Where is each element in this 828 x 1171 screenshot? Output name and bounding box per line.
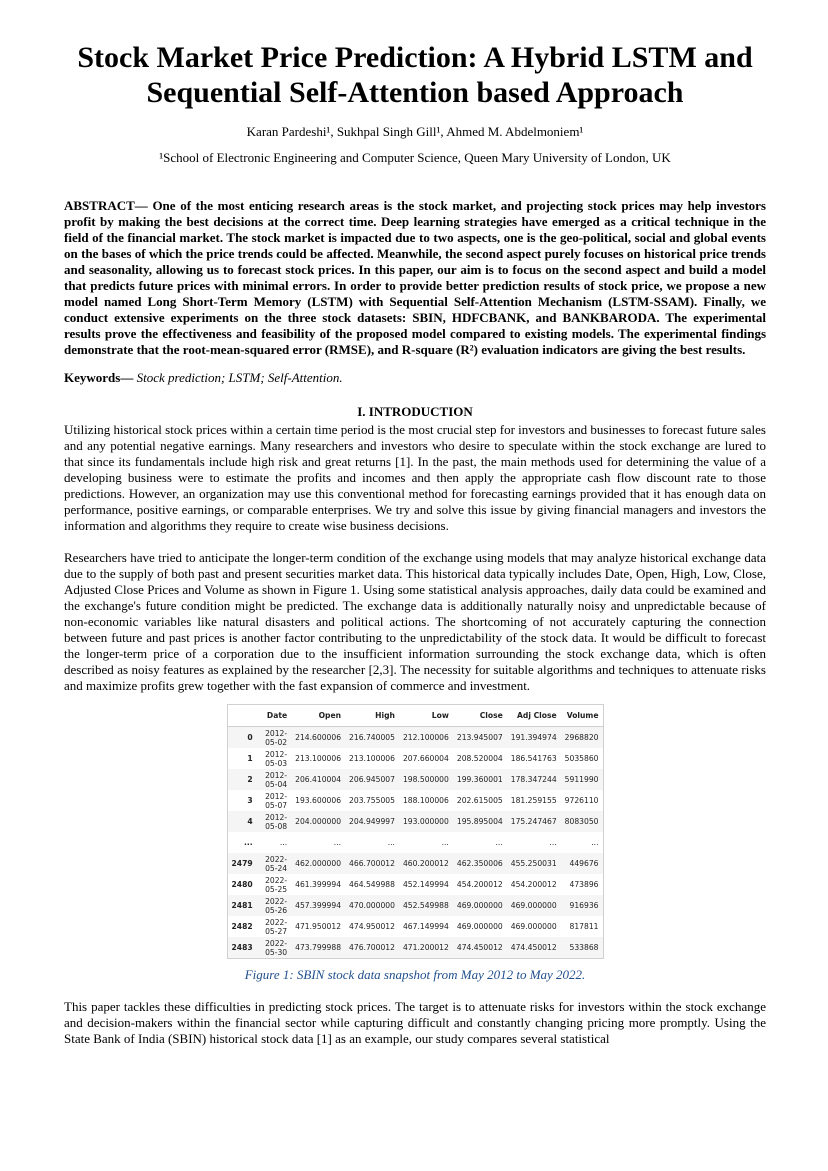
figure-caption: Figure 1: SBIN stock data snapshot from May 2012 to May 2022. xyxy=(244,967,586,982)
table-cell: 8083050 xyxy=(561,811,603,832)
column-header: Date xyxy=(259,705,292,727)
table-cell: 469.000000 xyxy=(453,895,507,916)
row-index: 2 xyxy=(228,769,259,790)
row-index: 4 xyxy=(228,811,259,832)
table-cell: 2012-05-07 xyxy=(265,791,288,810)
table-cell: 2022-05-25 xyxy=(265,875,288,894)
table-cell: 198.500000 xyxy=(399,769,453,790)
table-row xyxy=(228,727,603,749)
table-cell: 5911990 xyxy=(561,769,603,790)
table-row xyxy=(228,916,603,937)
table-cell: 193.000000 xyxy=(399,811,453,832)
row-index: 2481 xyxy=(228,895,259,916)
table-cell: 460.200012 xyxy=(399,853,453,874)
table-cell: 455.250031 xyxy=(507,853,561,874)
table-cell: 469.000000 xyxy=(507,895,561,916)
column-header: Open xyxy=(291,705,345,727)
table-cell: 199.360001 xyxy=(453,769,507,790)
table-cell: 206.410004 xyxy=(291,769,345,790)
table-cell: 178.347244 xyxy=(507,769,561,790)
table-cell: 2022-05-24 xyxy=(259,853,292,874)
table-cell: ... xyxy=(387,838,395,847)
table-cell: 186.541763 xyxy=(510,754,557,763)
paragraph-1: Utilizing historical stock prices within a certain time period is the most crucial step for investors and businesses to forecast future sales and any potential negative earnings. Many researchers and investors who desire to speculate within the stock exchange are lured to that since its fundamentals include high risk and great returns [1]. In the past, the main methods used for determining the value of a developing business were to estimate the profits and incomes and then apply the appropriate cash flow discount rate to those predictions. However, an organization may use this conventional method for forecasting earnings provided that it has enough data on performance, positive earnings, or comparable enterprises. We try and solve this issue by giving financial managers and investors the information and algorithms they require to create wise business decisions. xyxy=(64,422,766,533)
table-cell: 216.740005 xyxy=(345,727,399,749)
abstract: ABSTRACT— One of the most enticing research areas is the stock market, and projecting stock prices may help investors profit by making the best decisions at the correct time. Deep learning strategies have emerged as a critical technique in the field of the financial market. The stock market is impacted due to two aspects, one is the geo-political, social and global events on the bases of which the price trends could be affected. Meanwhile, the second aspect purely focuses on historical price trends and seasonality, allowing us to forecast stock prices. In this paper, our aim is to focus on the second aspect and build a model that predicts future prices with minimal errors. In order to provide better prediction results of stock price, we propose a new model named Long Short-Term Memory (LSTM) with Sequential Self-Attention Mechanism (LSTM-SSAM). Finally, we conduct extensive experiments on the three stock datasets: SBIN, HDFCBANK, and BANKBARODA. The experimental results prove the effectiveness and feasibility of the proposed model compared to existing models. The experimental findings demonstrate that the root-mean-squared error (RMSE), and R-square (R²) evaluation indicators are giving the best results. xyxy=(64,198,766,357)
table-cell: 204.000000 xyxy=(291,811,345,832)
table-cell: 9726110 xyxy=(564,796,599,805)
table-cell: 5035860 xyxy=(564,754,599,763)
table-cell: 213.945007 xyxy=(453,727,507,749)
table-row xyxy=(228,937,603,958)
column-header: Low xyxy=(399,705,453,727)
table-cell: 467.149994 xyxy=(402,922,449,931)
column-header xyxy=(228,705,259,727)
row-index: 2479 xyxy=(228,853,259,874)
figure-1 xyxy=(64,704,766,983)
table-cell: 204.949997 xyxy=(345,811,399,832)
table-cell: 193.600006 xyxy=(295,796,342,805)
keywords-body: Stock prediction; LSTM; Self-Attention. xyxy=(136,370,343,385)
table-row xyxy=(228,895,603,916)
table-cell: 452.149994 xyxy=(402,880,449,889)
table-cell: 533868 xyxy=(561,937,603,958)
paper-page xyxy=(64,40,766,1047)
table-cell: ... xyxy=(549,838,557,847)
table-cell: 470.000000 xyxy=(345,895,399,916)
row-index: 3 xyxy=(247,796,253,805)
table-cell: 2012-05-03 xyxy=(265,749,288,768)
column-header: Volume xyxy=(561,705,603,727)
table-cell: 471.950012 xyxy=(295,922,342,931)
table-cell: 2968820 xyxy=(561,727,603,749)
table-cell: 207.660004 xyxy=(402,754,449,763)
row-index: ... xyxy=(243,838,253,847)
table-cell: 213.100006 xyxy=(349,754,395,763)
table-cell: 474.450012 xyxy=(507,937,561,958)
table-cell: 469.000000 xyxy=(456,922,503,931)
table-row xyxy=(228,853,603,874)
row-index: 2482 xyxy=(231,922,253,931)
paper-title: Stock Market Price Prediction: A Hybrid LSTM and Sequential Self-Attention based Approach xyxy=(77,41,753,109)
table-cell: 471.200012 xyxy=(399,937,453,958)
stock-data-table-image xyxy=(227,704,604,959)
table-cell: 461.399994 xyxy=(295,880,342,889)
table-cell: 452.549988 xyxy=(399,895,453,916)
column-header: Adj Close xyxy=(507,705,561,727)
table-cell: 464.549988 xyxy=(349,880,395,889)
table-row xyxy=(228,811,603,832)
table-cell: 188.100006 xyxy=(402,796,449,805)
table-cell: 466.700012 xyxy=(345,853,399,874)
table-cell: 473.799988 xyxy=(291,937,345,958)
table-cell: 474.950012 xyxy=(349,922,395,931)
row-index: 2483 xyxy=(228,937,259,958)
table-cell: 181.259155 xyxy=(510,796,557,805)
table-cell: 2012-05-02 xyxy=(259,727,292,749)
table-cell: 195.895004 xyxy=(453,811,507,832)
author-list: Karan Pardeshi¹, Sukhpal Singh Gill¹, Ahmed M. Abdelmoniem¹ xyxy=(246,124,584,139)
table-cell: 191.394974 xyxy=(507,727,561,749)
paragraph-3: This paper tackles these difficulties in predicting stock prices. The target is to attenuate risks for investors within the stock exchange and decision-makers within the financial sector while capturing difficult and constantly changing pricing more promptly. Using the State Bank of India (SBIN) historical stock data [1] as an example, our study compares several statistical xyxy=(64,999,766,1046)
table-cell: ... xyxy=(279,838,288,847)
table-cell: 206.945007 xyxy=(345,769,399,790)
table-cell: 213.100006 xyxy=(295,754,342,763)
table-cell: 214.600006 xyxy=(291,727,345,749)
table-cell: 202.615005 xyxy=(456,796,503,805)
table-cell: 208.520004 xyxy=(456,754,503,763)
row-index: 1 xyxy=(247,754,253,763)
table-cell: 462.350006 xyxy=(453,853,507,874)
row-index: 2480 xyxy=(231,880,253,889)
keywords-label: Keywords— xyxy=(64,370,134,385)
table-cell: 454.200012 xyxy=(456,880,503,889)
table-row xyxy=(228,874,603,895)
section-heading-introduction: I. INTRODUCTION xyxy=(357,404,473,419)
table-cell: ... xyxy=(495,838,503,847)
table-cell: 449676 xyxy=(561,853,603,874)
table-cell: 476.700012 xyxy=(345,937,399,958)
keywords xyxy=(64,370,766,386)
table-cell: 457.399994 xyxy=(291,895,345,916)
table-cell: 817811 xyxy=(569,922,599,931)
paragraph-2: Researchers have tried to anticipate the longer-term condition of the exchange using models that may analyze historical exchange data due to the supply of both past and present securities market data. This historical data typically includes Date, Open, High, Low, Close, Adjusted Close Prices and Volume as shown in Figure 1. Using some statistical analysis approaches, daily data could be examined and the exchange's future condition might be predicted. The exchange data is additionally naturally noisy and unpredictable because of non-economic variables like natural disasters and political actions. The shortcoming of not accurately capturing the connection between future and past prices is another factor contributing to the unpredictability of the stock data. It would be difficult to forecast the longer-term price of a corporation due to the insufficient information surrounding the stock exchange data, which is often described as noisy features as explained by the researcher [2,3]. The necessity for suitable algorithms and techniques to attenuate risks and maximize profits grew together with the fast expansion of commerce and investment. xyxy=(64,550,766,693)
table-row xyxy=(228,748,603,769)
table-cell: 2022-05-27 xyxy=(265,917,288,936)
table-cell: 454.200012 xyxy=(510,880,557,889)
table-body xyxy=(228,727,603,959)
table-cell: 474.450012 xyxy=(453,937,507,958)
table-cell: 2012-05-04 xyxy=(259,769,292,790)
table-cell: 175.247467 xyxy=(507,811,561,832)
table-cell: ... xyxy=(333,838,342,847)
column-header: High xyxy=(345,705,399,727)
table-cell: 473896 xyxy=(569,880,599,889)
table-header-row xyxy=(228,705,603,727)
row-index: 0 xyxy=(228,727,259,749)
table-cell: 2022-05-30 xyxy=(259,937,292,958)
table-row xyxy=(228,769,603,790)
table-cell: 2012-05-08 xyxy=(259,811,292,832)
table-row xyxy=(228,832,603,853)
table-cell: 462.000000 xyxy=(291,853,345,874)
table-cell: 2022-05-26 xyxy=(259,895,292,916)
table-cell: 212.100006 xyxy=(399,727,453,749)
stock-data-table xyxy=(228,705,603,958)
table-row xyxy=(228,790,603,811)
column-header: Close xyxy=(453,705,507,727)
table-cell: ... xyxy=(441,838,449,847)
table-cell: 203.755005 xyxy=(349,796,395,805)
table-cell: ... xyxy=(591,838,599,847)
affiliation: ¹School of Electronic Engineering and Computer Science, Queen Mary University of London, UK xyxy=(159,150,671,165)
table-cell: 916936 xyxy=(561,895,603,916)
table-cell: 469.000000 xyxy=(510,922,557,931)
